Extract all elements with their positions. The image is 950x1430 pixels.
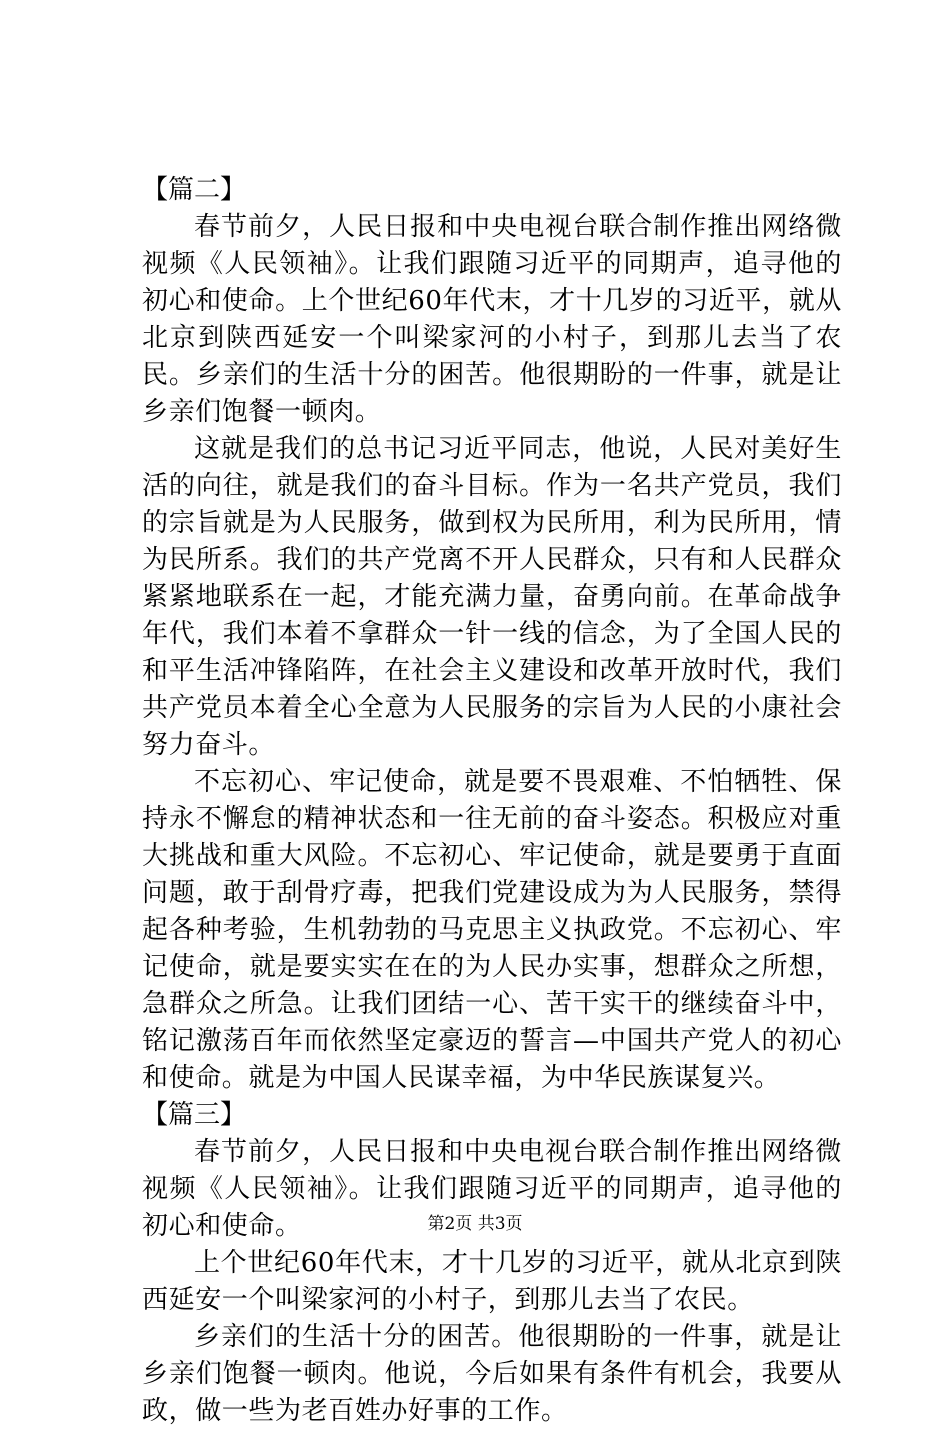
section-heading: 【篇二】: [142, 175, 247, 205]
paragraph: 春节前夕，人民日报和中央电视台联合制作推出网络微视频《人民领袖》。让我们跟随习近平的同期声，追寻他的初心和使命。: [142, 1137, 842, 1241]
paragraph: 乡亲们的生活十分的困苦。他很期盼的一件事，就是让乡亲们饱餐一顿肉。他说，今后如果有条件有机会，我要从政，做一些为老百姓办好事的工作。: [142, 1322, 842, 1426]
paragraph: 这就是我们的总书记习近平同志，他说，人民对美好生活的向往，就是我们的奋斗目标。作为一名共产党员，我们的宗旨就是为人民服务，做到权为民所用，利为民所用，情为民所系。我们的共产党离不开人民群众，只有和人民群众紧紧地联系在一起，才能充满力量，奋勇向前。在革命战争年代，我们本着不拿群众一针一线的信念，为了全国人民的和平生活冲锋陷阵，在社会主义建设和改革开放时代，我们共产党员本着全心全意为人民服务的宗旨为人民的小康社会努力奋斗。: [142, 434, 842, 760]
section-heading: 【篇三】: [142, 1100, 247, 1130]
page-footer: 第2页 共3页: [427, 1214, 523, 1234]
section-2: [142, 172, 842, 1097]
paragraph: 不忘初心、牢记使命，就是要不畏艰难、不怕牺牲、保持永不懈怠的精神状态和一往无前的奋斗姿态。积极应对重大挑战和重大风险。不忘初心、牢记使命，就是要勇于直面问题，敢于刮骨疗毒，把我们党建设成为为人民服务，禁得起各种考验，生机勃勃的马克思主义执政党。不忘初心、牢记使命，就是要实实在在的为人民办实事，想群众之所想，急群众之所急。让我们团结一心、苦干实干的继续奋斗中，铭记激荡百年而依然坚定豪迈的誓言—中国共产党人的初心和使命。就是为中国人民谋幸福，为中华民族谋复兴。: [142, 767, 842, 1093]
section-3: [142, 1097, 842, 1430]
paragraph: 春节前夕，人民日报和中央电视台联合制作推出网络微视频《人民领袖》。让我们跟随习近平的同期声，追寻他的初心和使命。上个世纪60年代末，才十几岁的习近平，就从北京到陕西延安一个叫梁家河的小村子，到那儿去当了农民。乡亲们的生活十分的困苦。他很期盼的一件事，就是让乡亲们饱餐一顿肉。: [142, 212, 842, 427]
paragraph: 上个世纪60年代末，才十几岁的习近平，就从北京到陕西延安一个叫梁家河的小村子，到那儿去当了农民。: [142, 1248, 842, 1315]
document-body: [142, 172, 842, 1430]
